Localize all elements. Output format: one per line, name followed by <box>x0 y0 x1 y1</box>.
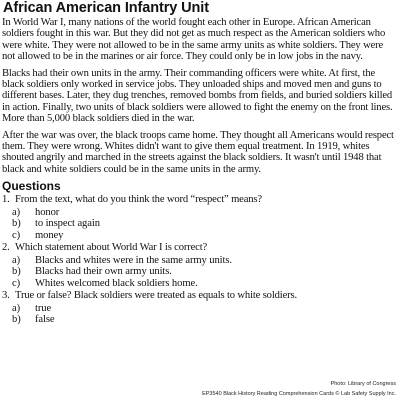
question-number: 1. <box>2 194 10 206</box>
choice-text: true <box>35 302 52 314</box>
choice-letter: b) <box>12 266 21 278</box>
choice-2c <box>12 278 398 289</box>
question-text: From the text, what do you think the word “respect” means? <box>15 194 262 206</box>
question-1 <box>2 194 398 241</box>
choice-text: Blacks and whites were in the same army units. <box>35 254 232 266</box>
choice-letter: a) <box>12 254 21 266</box>
question-number: 3. <box>2 289 10 301</box>
answer-choices <box>12 303 398 326</box>
choice-3a <box>12 303 398 314</box>
question-2 <box>2 242 398 289</box>
answer-choices <box>12 207 398 241</box>
photo-credit: Photo: Library of Congress <box>330 381 396 387</box>
page-title: African American Infantry Unit <box>3 0 209 16</box>
choice-letter: b) <box>12 218 21 230</box>
choice-2b <box>12 266 398 277</box>
choice-letter: a) <box>12 302 21 314</box>
choice-letter: c) <box>12 277 21 289</box>
choice-1c <box>12 230 398 241</box>
choice-text: money <box>35 229 64 241</box>
paragraph-3: After the war was over, the black troops came home. They thought all Americans would respect them. They were wrong. Whites didn't want to give them equal treatment. In 1919, whites shouted angrily and marched in the streets against the black soldiers. It wasn't until 1948 that black and white soldiers could be in the same units in the army. <box>2 129 394 175</box>
question-number: 2. <box>2 242 10 254</box>
choice-text: false <box>35 313 55 325</box>
answer-choices <box>12 255 398 289</box>
paragraph-2: Blacks had their own units in the army. Their commanding officers were white. At first, the black soldiers only worked in service jobs. They unloaded ships and moved men and guns to different bases. Later, they dug trenches, removed bombs from fields, and buried soldiers killed in action. Finally, two units of black soldiers were allowed to fight the enemy on the front lines. More than 5,000 black soldiers died in the war. <box>2 67 393 125</box>
choice-1b <box>12 218 398 229</box>
question-3 <box>2 290 398 325</box>
question-text: Which statement about World War I is correct? <box>15 242 208 254</box>
choice-1a <box>12 207 398 218</box>
choice-3b <box>12 314 398 325</box>
choice-text: to inspect again <box>35 218 100 230</box>
choice-text: Whites welcomed black soldiers home. <box>35 277 198 289</box>
choice-text: Blacks had their own army units. <box>35 266 172 278</box>
choice-letter: b) <box>12 313 21 325</box>
choice-letter: a) <box>12 206 21 218</box>
choice-2a <box>12 255 398 266</box>
question-text: True or false? Black soldiers were treated as equals to white soldiers. <box>15 289 297 301</box>
paragraph-1: In World War I, many nations of the world fought each other in Europe. African American soldiers fought in this war. But they did not get as much respect as the American soldiers who were white. They were not allowed to be in the same army units as white soldiers. They were not allowed to be in the marines or air force. They could only be in low jobs in the navy. <box>2 17 386 63</box>
choice-letter: c) <box>12 229 21 241</box>
footer-copyright: EP3540 Black History Reading Comprehension Cards © Lab Safety Supply Inc. <box>202 391 396 397</box>
choice-text: honor <box>35 206 60 218</box>
questions-heading: Questions <box>2 179 61 194</box>
